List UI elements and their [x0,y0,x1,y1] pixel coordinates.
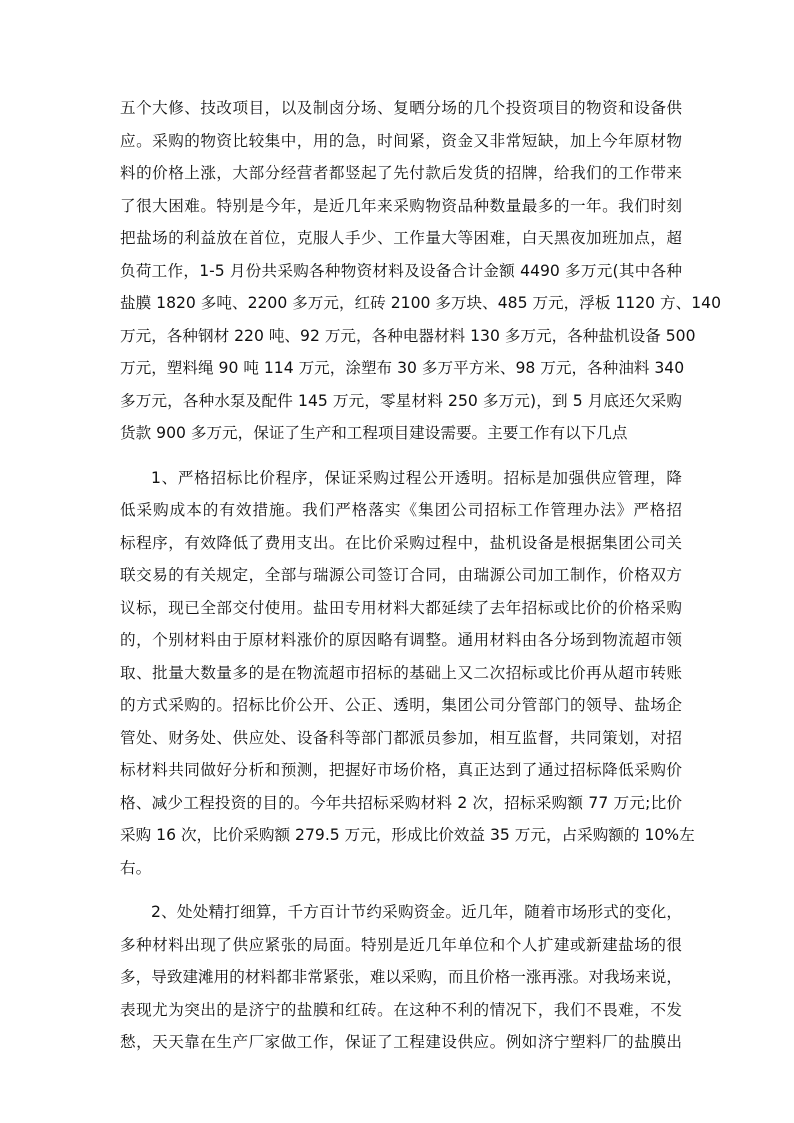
text-line: 料的价格上涨，大部分经营者都竖起了先付款后发货的招牌，给我们的工作带来 [120,164,682,182]
text-line: 万元，塑料绳 90 吨 114 万元，涂塑布 30 多万平方米、98 万元，各种油料 340 [120,359,685,377]
text-line: 多种材料出现了供应紧张的局面。特别是近几年单位和个人扩建或新建盐场的很 [120,935,682,954]
text-line: 了很大困难。特别是今年，是近几年来采购物资品种数量最多的一年。我们时刻 [120,196,682,215]
text-line: 右。 [120,858,152,877]
text-line: 盐膜 1820 多吨、2200 多万元，红砖 2100 多万块、485 万元，浮板 1120 方、140 [120,294,721,312]
text-line: 五个大修、技改项目，以及制卤分场、复晒分场的几个投资项目的物资和设备供 [120,99,682,117]
text-line: 格、减少工程投资的目的。今年共招标采购材料 2 次，招标采购额 77 万元;比价 [120,793,682,812]
text-line: 万元，各种钢材 220 吨、92 万元，各种电器材料 130 多万元，各种盐机设备 500 [120,326,696,345]
paragraph-procurement-summary [120,92,721,450]
text-line: 联交易的有关规定，全部与瑞源公司签订合同，由瑞源公司加工制作，价格双方 [120,566,682,584]
text-line: 负荷工作，1-5 月份共采购各种物资材料及设备合计金额 4490 多万元(其中各种 [120,261,682,280]
text-line: 2、处处精打细算，千方百计节约采购资金。近几年，随着市场形式的变化， [151,903,682,921]
text-line: 多，导致建滩用的材料都非常紧张，难以采购，而且价格一涨再涨。对我场来说， [120,968,682,986]
text-line: 表现尤为突出的是济宁的盐膜和红砖。在这种不利的情况下，我们不畏难，不发 [120,1000,682,1019]
text-line: 标材料共同做好分析和预测，把握好市场价格，真正达到了通过招标降低采购价 [120,761,682,779]
document-body [120,92,721,1059]
text-line: 1、严格招标比价程序，保证采购过程公开透明。招标是加强供应管理，降 [151,468,682,487]
text-line: 多万元，各种水泵及配件 145 万元，零星材料 250 多万元)，到 5 月底还欠采购 [120,391,682,410]
text-line: 标程序，有效降低了费用支出。在比价采购过程中，盐机设备是根据集团公司关 [120,533,682,552]
text-line: 低采购成本的有效措施。我们严格落实《集团公司招标工作管理办法》严格招 [120,501,682,519]
text-line: 的方式采购的。招标比价公开、公正、透明，集团公司分管部门的领导、盐场企 [120,696,682,714]
text-line: 取、批量大数量多的是在物流超市招标的基础上又二次招标或比价再从超市转账 [120,663,682,682]
text-line: 应。采购的物资比较集中，用的急，时间紧，资金又非常短缺，加上今年原材物 [120,131,682,150]
text-line: 管处、财务处、供应处、设备科等部门都派员参加，相互监督，共同策划，对招 [120,728,682,747]
paragraph-bidding-procedure [120,462,695,885]
text-line: 愁，天天靠在生产厂家做工作，保证了工程建设供应。例如济宁塑料厂的盐膜出 [120,1033,682,1051]
text-line: 货款 900 多万元，保证了生产和工程项目建设需要。主要工作有以下几点 [120,424,628,442]
text-line: 的，个别材料由于原材料涨价的原因略有调整。通用材料由各分场到物流超市领 [120,631,682,649]
text-line: 把盐场的利益放在首位，克服人手少、工作量大等困难，白天黑夜加班加点，超 [120,229,682,247]
text-line: 采购 16 次，比价采购额 279.5 万元，形成比价效益 35 万元，占采购额的 10%左 [120,826,695,844]
paragraph-cost-saving [120,896,682,1059]
text-line: 议标，现已全部交付使用。盐田专用材料大都延续了去年招标或比价的价格采购 [120,598,682,617]
